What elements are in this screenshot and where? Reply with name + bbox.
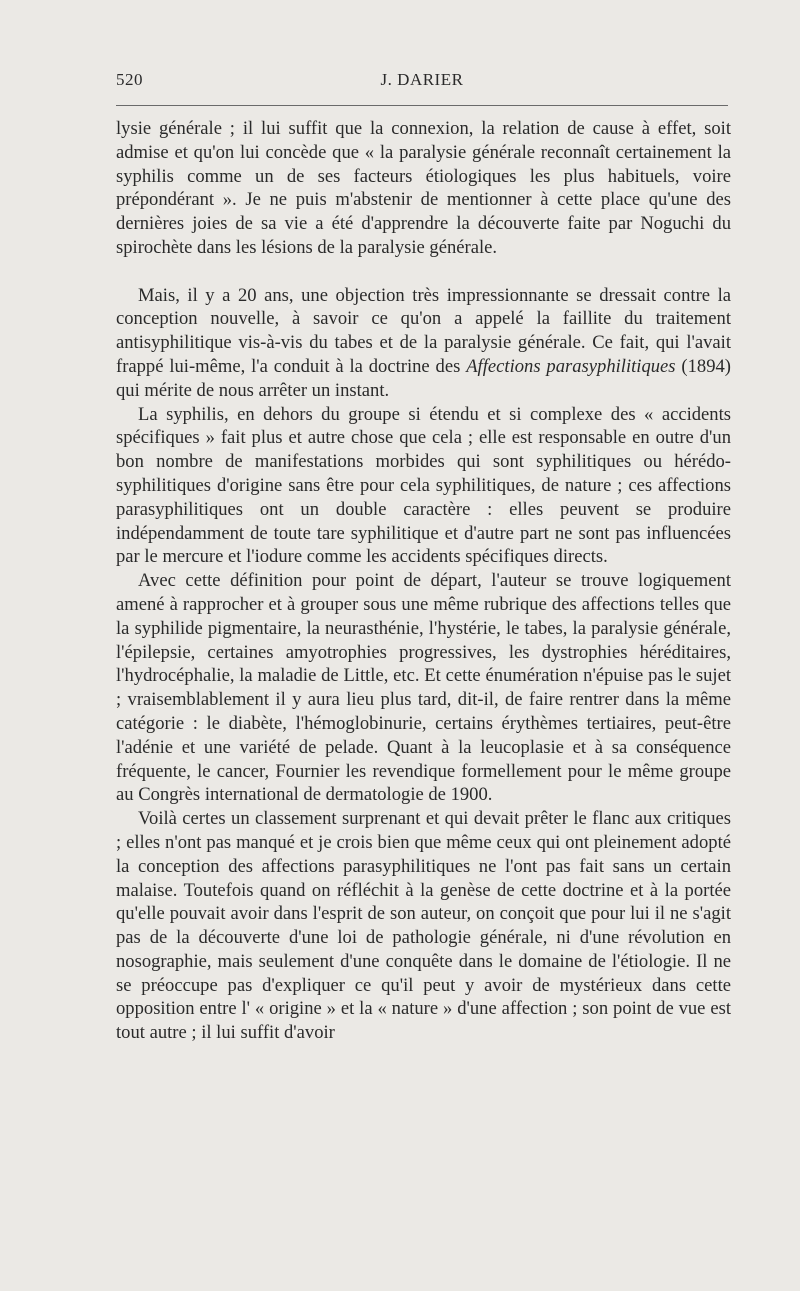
running-head (116, 70, 728, 94)
paragraph-1: lysie générale ; il lui suffit que la connexion, la relation de cause à effet, soit admise et qu'on lui concède que « la paralysie générale reconnaît certainement la syphilis comme un de ses facteurs étiologiques les plus habituels, voire prépondérant ». Je ne puis m'abstenir de mentionner à cette place qu'une des dernières joies de sa vie a été d'apprendre la découverte faite par Noguchi du spirochète dans les lésions de la paralysie générale. (116, 118, 731, 258)
paragraph-2-text-start: Mais, il y a 20 ans, une objection très impressionnante se dressait contre la conception nouvelle, à savoir ce qu'on a appelé la faillite du traitement antisyphilitique vis-à-vis du tabes et de la paralysie générale. Ce fait, qui l'avait frappé lui-même, l'a conduit à la doctrine des (116, 284, 731, 377)
paragraph-3: La syphilis, en dehors du groupe si étendu et si complexe des « accidents spécifiques » fait plus et autre chose que cela ; elle est responsable en outre d'un bon nombre de manifestations morbides qui sont syphilitiques ou hérédo-syphilitiques d'origine sans être pour cela syphilitiques, de nature ; ces affections parasyphilitiques ont un double caractère : elles peuvent se produire indépendamment de toute tare syphilitique et d'autre part ne sont pas influencées par le mercure et l'iodure comme les accidents spécifiques directs. (116, 403, 731, 568)
header-rule (116, 105, 728, 106)
page-number: 520 (116, 70, 143, 89)
paragraph-5: Voilà certes un classement surprenant et qui devait prêter le flanc aux critiques ; elles n'ont pas manqué et je crois bien que même ceux qui ont pleinement adopté la conception des affections parasyphilitiques ne l'ont pas fait sans un certain malaise. Toutefois quand on réfléchit à la genèse de cette doctrine et à la portée qu'elle pouvait avoir dans l'esprit de son auteur, on conçoit que pour lui il ne s'agit pas de la découverte d'une loi de pathologie générale, ni d'une révolution en nosographie, mais seulement d'une conquête dans le domaine de l'étiologie. Il ne se préoccupe pas d'expliquer ce qu'il peut y avoir de mystérieux dans cette opposition entre l' « origine » et la « nature » d'une affection ; son point de vue est tout autre ; il lui suffit d'avoir (116, 808, 731, 1044)
paragraph-2-text-end: (1894) qui mérite de nous arrêter un instant. (116, 355, 731, 401)
running-head-author: J. DARIER (380, 70, 464, 89)
paragraph-2 (116, 284, 731, 403)
body-text (116, 117, 731, 1045)
paragraph-4: Avec cette définition pour point de départ, l'auteur se trouve logiquement amené à rapprocher et à grouper sous une même rubrique des affections telles que la syphilide pigmentaire, la neurasthénie, l'hystérie, le tabes, la paralysie générale, l'épilepsie, certaines amyotrophies progressives, les dystrophies héréditaires, l'hydrocéphalie, la maladie de Little, etc. Et cette énumération n'épuise pas le sujet ; vraisemblablement il y aura lieu plus tard, dit-il, de faire rentrer dans la même catégorie : le diabète, l'hémoglobinurie, certains érythèmes tertiaires, peut-être l'adénie et une variété de pelade. Quant à la leucoplasie et à sa conséquence fréquente, le cancer, Fournier les revendique formellement pour le même groupe au Congrès international de dermatologie de 1900. (116, 570, 731, 806)
italic-title: Affections parasyphilitiques (466, 355, 676, 377)
